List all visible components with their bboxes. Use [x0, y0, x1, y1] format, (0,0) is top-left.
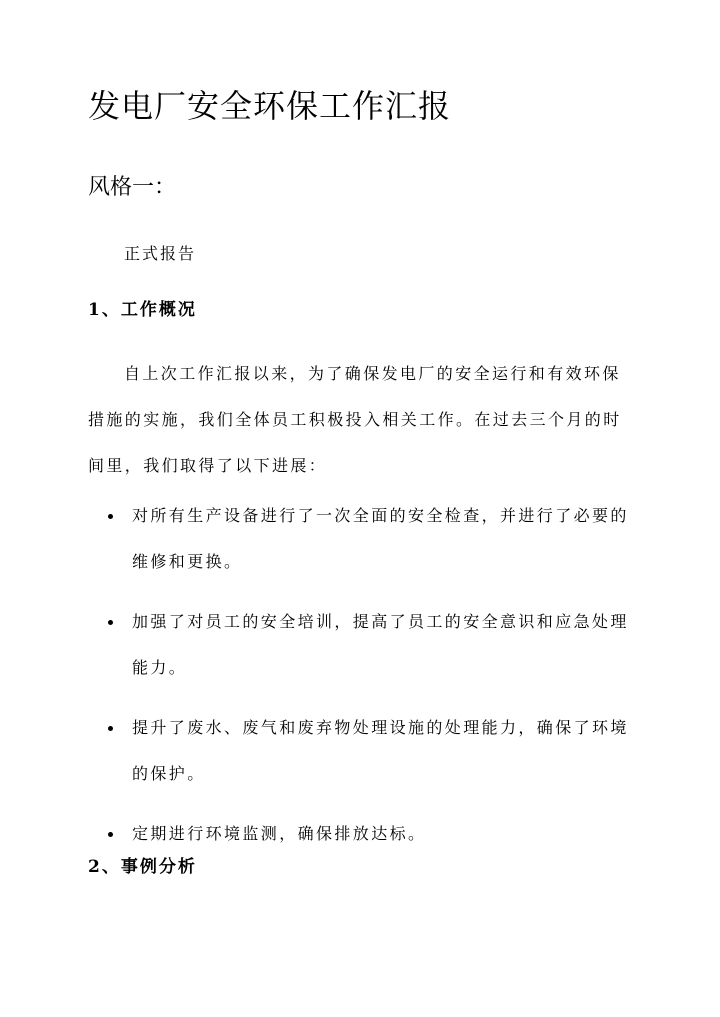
progress-bullet-list	[88, 493, 636, 871]
work-overview-paragraph: 自上次工作汇报以来，为了确保发电厂的安全运行和有效环保措施的实施，我们全体员工积极投入相关工作。在过去三个月的时间里，我们取得了以下进展：	[88, 364, 622, 475]
report-type-label: 正式报告	[124, 244, 197, 263]
section-heading-work-overview: 1、工作概况	[88, 300, 197, 320]
list-item-text: 定期进行环境监测，确保排放达标。	[132, 824, 427, 843]
style-heading: 风格一：	[88, 175, 177, 200]
section-heading-case-analysis: 2、事例分析	[88, 857, 197, 877]
bullet-dot-icon	[108, 514, 113, 519]
bullet-dot-icon	[108, 832, 113, 837]
document-title: 发电厂安全环保工作汇报	[88, 87, 452, 125]
bullet-dot-icon	[108, 620, 113, 625]
list-item-text: 提升了废水、废气和废弃物处理设施的处理能力，确保了环境的保护。	[132, 718, 629, 783]
bullet-dot-icon	[108, 726, 113, 731]
list-item-text: 加强了对员工的安全培训，提高了员工的安全意识和应急处理能力。	[132, 612, 629, 677]
list-item	[88, 705, 636, 797]
list-item	[88, 811, 636, 857]
list-item-text: 对所有生产设备进行了一次全面的安全检查，并进行了必要的维修和更换。	[132, 506, 629, 571]
list-item	[88, 493, 636, 585]
list-item	[88, 599, 636, 691]
